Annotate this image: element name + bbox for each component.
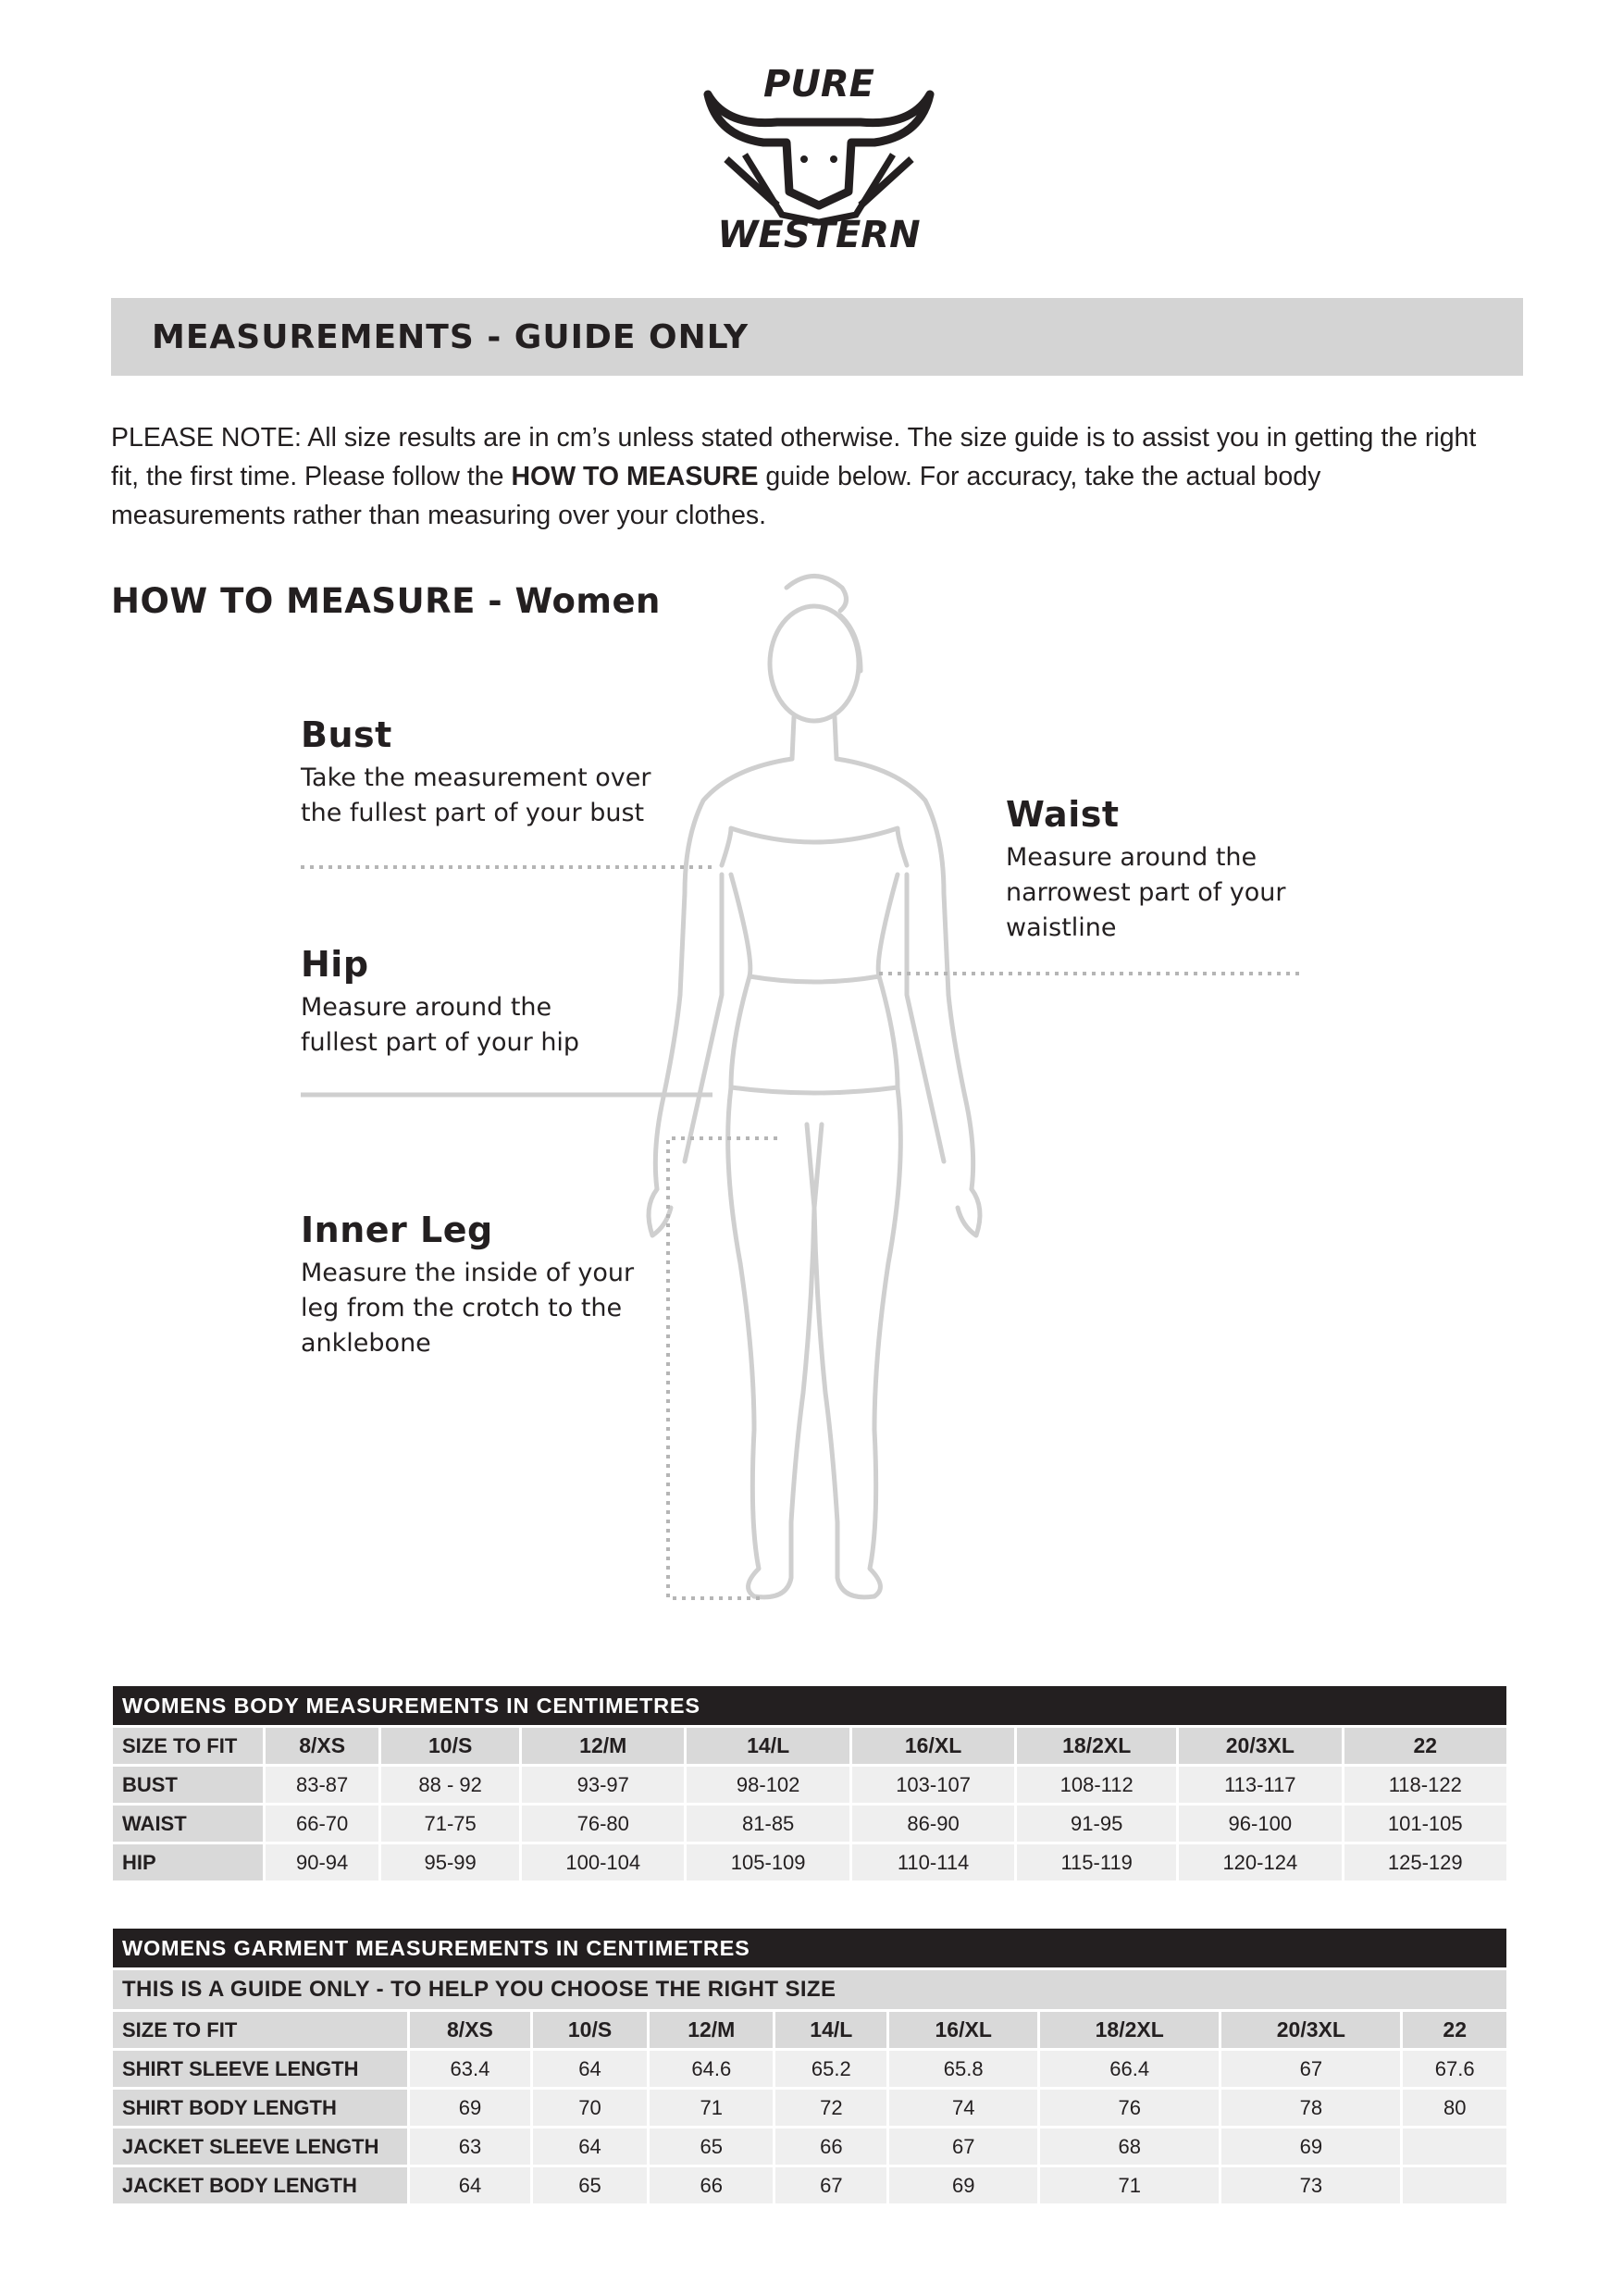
logo-bottom-word: WESTERN [717,214,921,256]
size-header: 14/L [687,1728,849,1764]
table-cell: 65 [650,2128,773,2165]
bust-label [301,714,651,831]
row-label: JACKET BODY LENGTH [113,2167,407,2203]
table-cell: 80 [1403,2090,1506,2126]
table-cell: 110-114 [852,1844,1014,1880]
table-cell: 118-122 [1344,1767,1506,1803]
table-cell: 113-117 [1179,1767,1341,1803]
table-cell: 71-75 [381,1806,519,1842]
table-cell: 95-99 [381,1844,519,1880]
garment-measurements-table [110,1926,1509,2206]
table-cell: 70 [533,2090,647,2126]
table-cell: 103-107 [852,1767,1014,1803]
table-cell: 64 [533,2051,647,2087]
size-header: 10/S [381,1728,519,1764]
table-cell: 71 [1040,2167,1219,2203]
size-header: 8/XS [266,1728,378,1764]
table-cell: 100-104 [522,1844,684,1880]
size-header: 8/XS [410,2012,530,2048]
table-cell: 76 [1040,2090,1219,2126]
table-row [113,2090,1506,2126]
table-cell: 86-90 [852,1806,1014,1842]
size-header: 18/2XL [1040,2012,1219,2048]
table-cell: 66-70 [266,1806,378,1842]
table-row [113,1767,1506,1803]
table-cell: 96-100 [1179,1806,1341,1842]
size-header: 16/XL [889,2012,1037,2048]
size-header: 20/3XL [1221,2012,1400,2048]
table-cell: 67 [889,2128,1037,2165]
table-cell: 64 [533,2128,647,2165]
table-row [113,1806,1506,1842]
table-cell: 67 [1221,2051,1400,2087]
table-cell: 69 [889,2167,1037,2203]
size-header: 16/XL [852,1728,1014,1764]
table-row [113,1728,1506,1764]
row-label: JACKET SLEEVE LENGTH [113,2128,407,2165]
title-bar [111,298,1523,376]
size-header: 22 [1344,1728,1506,1764]
bust-title: Bust [301,714,392,755]
inner-leg-desc-1: Measure the inside of your [301,1259,635,1287]
note-prefix: PLEASE NOTE: All size results are in cm’s unless stated otherwise. The size guide is to assist you in getting the right fit, the first time. Please follow the [111,423,1477,491]
table-cell: 120-124 [1179,1844,1341,1880]
please-note [111,418,1481,535]
table-cell: 65.8 [889,2051,1037,2087]
table-cell: 65 [533,2167,647,2203]
table-cell: 71 [650,2090,773,2126]
table-cell: 67.6 [1403,2051,1506,2087]
table-row [113,1844,1506,1880]
size-header: 22 [1403,2012,1506,2048]
table-cell: 81-85 [687,1806,849,1842]
hip-label [301,944,579,1061]
table-cell: 78 [1221,2090,1400,2126]
inner-leg-desc-3: anklebone [301,1329,431,1358]
table-row [113,2051,1506,2087]
table-cell: 105-109 [687,1844,849,1880]
table-cell: 74 [889,2090,1037,2126]
note-bold: HOW TO MEASURE [511,462,759,491]
row-label: SHIRT BODY LENGTH [113,2090,407,2126]
table-cell: 64.6 [650,2051,773,2087]
waist-desc-2: narrowest part of your [1006,878,1286,907]
hip-desc-1: Measure around the [301,993,552,1022]
row-label: SHIRT SLEEVE LENGTH [113,2051,407,2087]
table-row [113,2128,1506,2165]
table-cell: 125-129 [1344,1844,1506,1880]
table-cell [1403,2128,1506,2165]
table-row [113,2167,1506,2203]
size-header: 10/S [533,2012,647,2048]
body-table-title: WOMENS BODY MEASUREMENTS IN CENTIMETRES [113,1686,1506,1725]
size-header: 12/M [650,2012,773,2048]
table-cell: 63.4 [410,2051,530,2087]
hip-title: Hip [301,944,369,985]
waist-label [1006,794,1286,946]
table-cell: 64 [410,2167,530,2203]
waist-title: Waist [1006,794,1120,835]
brand-logo [689,57,948,256]
table-cell: 76-80 [522,1806,684,1842]
size-header: 18/2XL [1017,1728,1176,1764]
table-cell [1403,2167,1506,2203]
table-cell: 69 [410,2090,530,2126]
table-cell: 115-119 [1017,1844,1176,1880]
inner-leg-desc-2: leg from the crotch to the [301,1294,623,1322]
table-cell: 67 [775,2167,886,2203]
row-label: WAIST [113,1806,263,1842]
bust-desc-2: the fullest part of your bust [301,799,645,827]
table-cell: 88 - 92 [381,1767,519,1803]
table-cell: 68 [1040,2128,1219,2165]
page-title: MEASUREMENTS - GUIDE ONLY [152,318,750,356]
table-cell: 90-94 [266,1844,378,1880]
size-header: 12/M [522,1728,684,1764]
row-label: HIP [113,1844,263,1880]
garment-table-title: WOMENS GARMENT MEASUREMENTS IN CENTIMETRES [113,1929,1506,1967]
body-measurements-table [110,1683,1509,1883]
table-cell: 63 [410,2128,530,2165]
table-cell: 66 [775,2128,886,2165]
bust-desc-1: Take the measurement over [301,763,651,792]
size-header: 20/3XL [1179,1728,1341,1764]
inner-leg-title: Inner Leg [301,1210,493,1250]
garment-table-subtitle: THIS IS A GUIDE ONLY - TO HELP YOU CHOOSE THE RIGHT SIZE [113,1970,1506,2009]
waist-desc-3: waistline [1006,913,1117,942]
table-cell: 66 [650,2167,773,2203]
body-figure-illustration [592,560,1036,1643]
note-suffix: guide below. For accuracy, take the actual body measurements rather than measuring over your clothes. [111,462,1321,530]
table-cell: 72 [775,2090,886,2126]
table-row [113,2012,1506,2048]
table-cell: 101-105 [1344,1806,1506,1842]
table-cell: 69 [1221,2128,1400,2165]
table-cell: 83-87 [266,1767,378,1803]
size-header-label: SIZE TO FIT [113,1728,263,1764]
row-label: BUST [113,1767,263,1803]
table-cell: 91-95 [1017,1806,1176,1842]
table-cell: 93-97 [522,1767,684,1803]
table-cell: 73 [1221,2167,1400,2203]
logo-top-word: PURE [763,63,874,105]
table-cell: 65.2 [775,2051,886,2087]
waist-desc-1: Measure around the [1006,843,1258,872]
table-cell: 108-112 [1017,1767,1176,1803]
size-header-label: SIZE TO FIT [113,2012,407,2048]
size-header: 14/L [775,2012,886,2048]
table-cell: 66.4 [1040,2051,1219,2087]
table-cell: 98-102 [687,1767,849,1803]
inner-leg-label [301,1210,634,1361]
how-to-measure-heading: HOW TO MEASURE - Women [111,581,661,621]
hip-desc-2: fullest part of your hip [301,1028,580,1057]
